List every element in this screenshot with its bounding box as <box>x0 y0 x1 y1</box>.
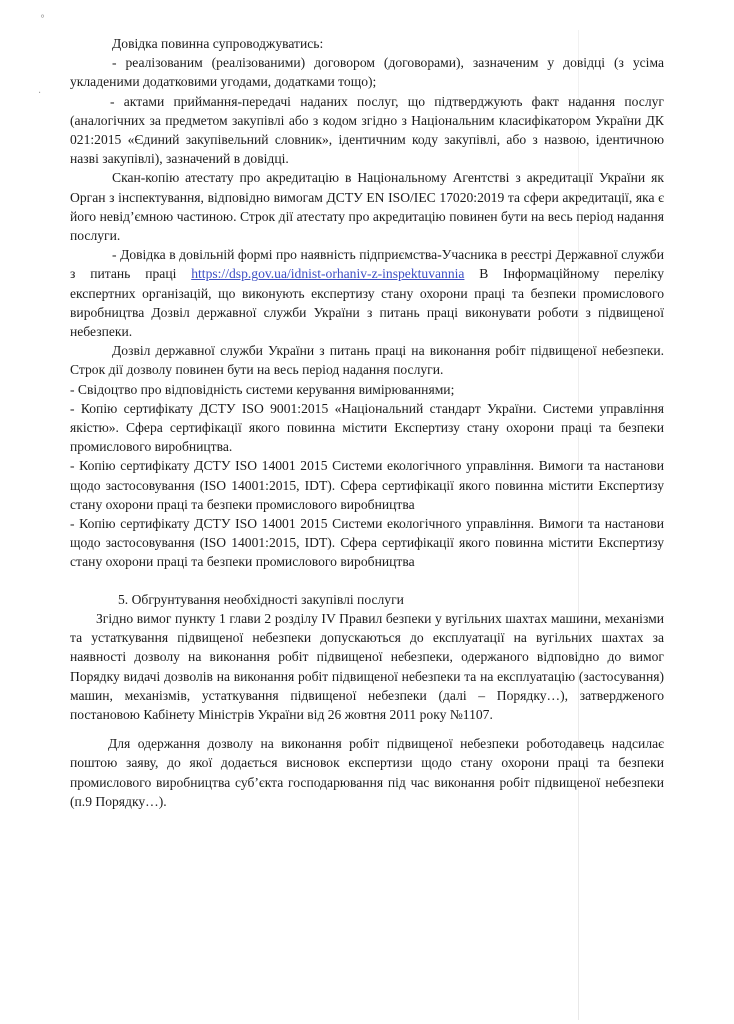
list-item-iso14001: - Копію сертифікату ДСТУ ISO 14001 2015 Системи екологічного управління. Вимоги та настанови щодо застосовування (ISO 14001:2015, IDT). Сфера сертифікації якого повинна містити Експертизу стану охорони праці та безпеки промислового виробництва <box>70 458 664 512</box>
paragraph-justification: Згідно вимог пункту 1 глави 2 розділу IV Правил безпеки у вугільних шахтах машини, механізми та устаткування підвищеної небезпеки допускаються до експлуатації на вугільних шахтах за наявності дозволу на виконання робіт підвищеної небезпеки, одержаного відповідно до вимог Порядку видачі дозволів на виконання робіт підвищеної небезпеки та на експлуатацію (застосування) машин, механізмів, устаткування підвищеної небезпеки (далі – Порядку…), затвердженого постановою Кабінету Міністрів України від 26 жовтня 2011 року №1107. <box>70 610 664 722</box>
paragraph-acts: - актами приймання-передачі наданих послуг, що підтверджують факт надання послуг (аналогічних за предметом закупівлі або з кодом згідно з Національним класифікатором України ДК 021:2015 «Єдиний закупівельний словник», ідентичним коду закупівлі, або з назвою, ідентичною назві закупівлі), зазначений в довідці. <box>70 93 664 167</box>
list-item-measurement: - Свідоцтво про відповідність системи керування вимірюваннями; <box>70 381 455 397</box>
paragraph-permit: Дозвіл державної служби України з питань праці на виконання робіт підвищеної небезпеки. Строк дії дозволу повинен бути на весь період надання послуги. <box>70 343 664 378</box>
document-page <box>70 34 664 811</box>
registry-link[interactable]: https://dsp.gov.ua/idnist-orhaniv-z-inspektuvannia <box>191 266 465 282</box>
list-item-iso14001-repeat: - Копію сертифікату ДСТУ ISO 14001 2015 Системи екологічного управління. Вимоги та настанови щодо застосовування (ISO 14001:2015, IDT). Сфера сертифікації якого повинна містити Експертизу стану охорони праці та безпеки промислового виробництва <box>70 516 664 570</box>
margin-mark: · <box>38 88 42 99</box>
paragraph-accreditation: Скан-копію атестату про акредитацію в Національному Агентстві з акредитації України як Орган з інспектування, відповідно вимогам ДСТУ EN ISO/IEC 17020:2019 та сфери акредитації, яка є його невід’ємною частиною. Строк дії атестату про акредитацію повинен бути на весь період надання послуги. <box>70 170 664 244</box>
registry-text-cont: В Інформаційному переліку експертних організацій, що виконують експертизу стану охорони праці та безпеки промислового виробництва Дозвіл державної служби України з питань праці виконувати роботи з підвищеної небезпеки. <box>70 266 665 340</box>
list-item-iso9001: - Копію сертифікату ДСТУ ISO 9001:2015 «Національний стандарт України. Системи управління якістю». Сфера сертифікації якого повинна містити Експертизу стану охорони праці та безпеки промислового виробництва. <box>70 400 664 455</box>
registry-text: - Довідка в довільній формі про наявність підприємства-Учасника в реєстрі Державної служби з питань праці <box>70 247 664 282</box>
paragraph-contracts: - реалізованим (реалізованими) договором (договорами), зазначеним у довідці (з усіма укладеними додатковими угодами, додатками тощо); <box>70 55 664 90</box>
paragraph-permit-procedure: Для одержання дозволу на виконання робіт підвищеної небезпеки роботодавець надсилає поштою заяву, до якої додається висновок експертизи щодо стану охорони праці та безпеки промислового виробництва суб’єкта господарювання під час виконання робіт підвищеної небезпеки (п.9 Порядку…). <box>70 736 664 809</box>
margin-mark: ° <box>40 14 45 25</box>
paragraph-intro: Довідка повинна супроводжуватись: <box>112 36 324 51</box>
section-heading-5: 5. Обгрунтування необхідності закупівлі послуги <box>118 591 404 607</box>
paragraph-registry <box>70 245 664 341</box>
